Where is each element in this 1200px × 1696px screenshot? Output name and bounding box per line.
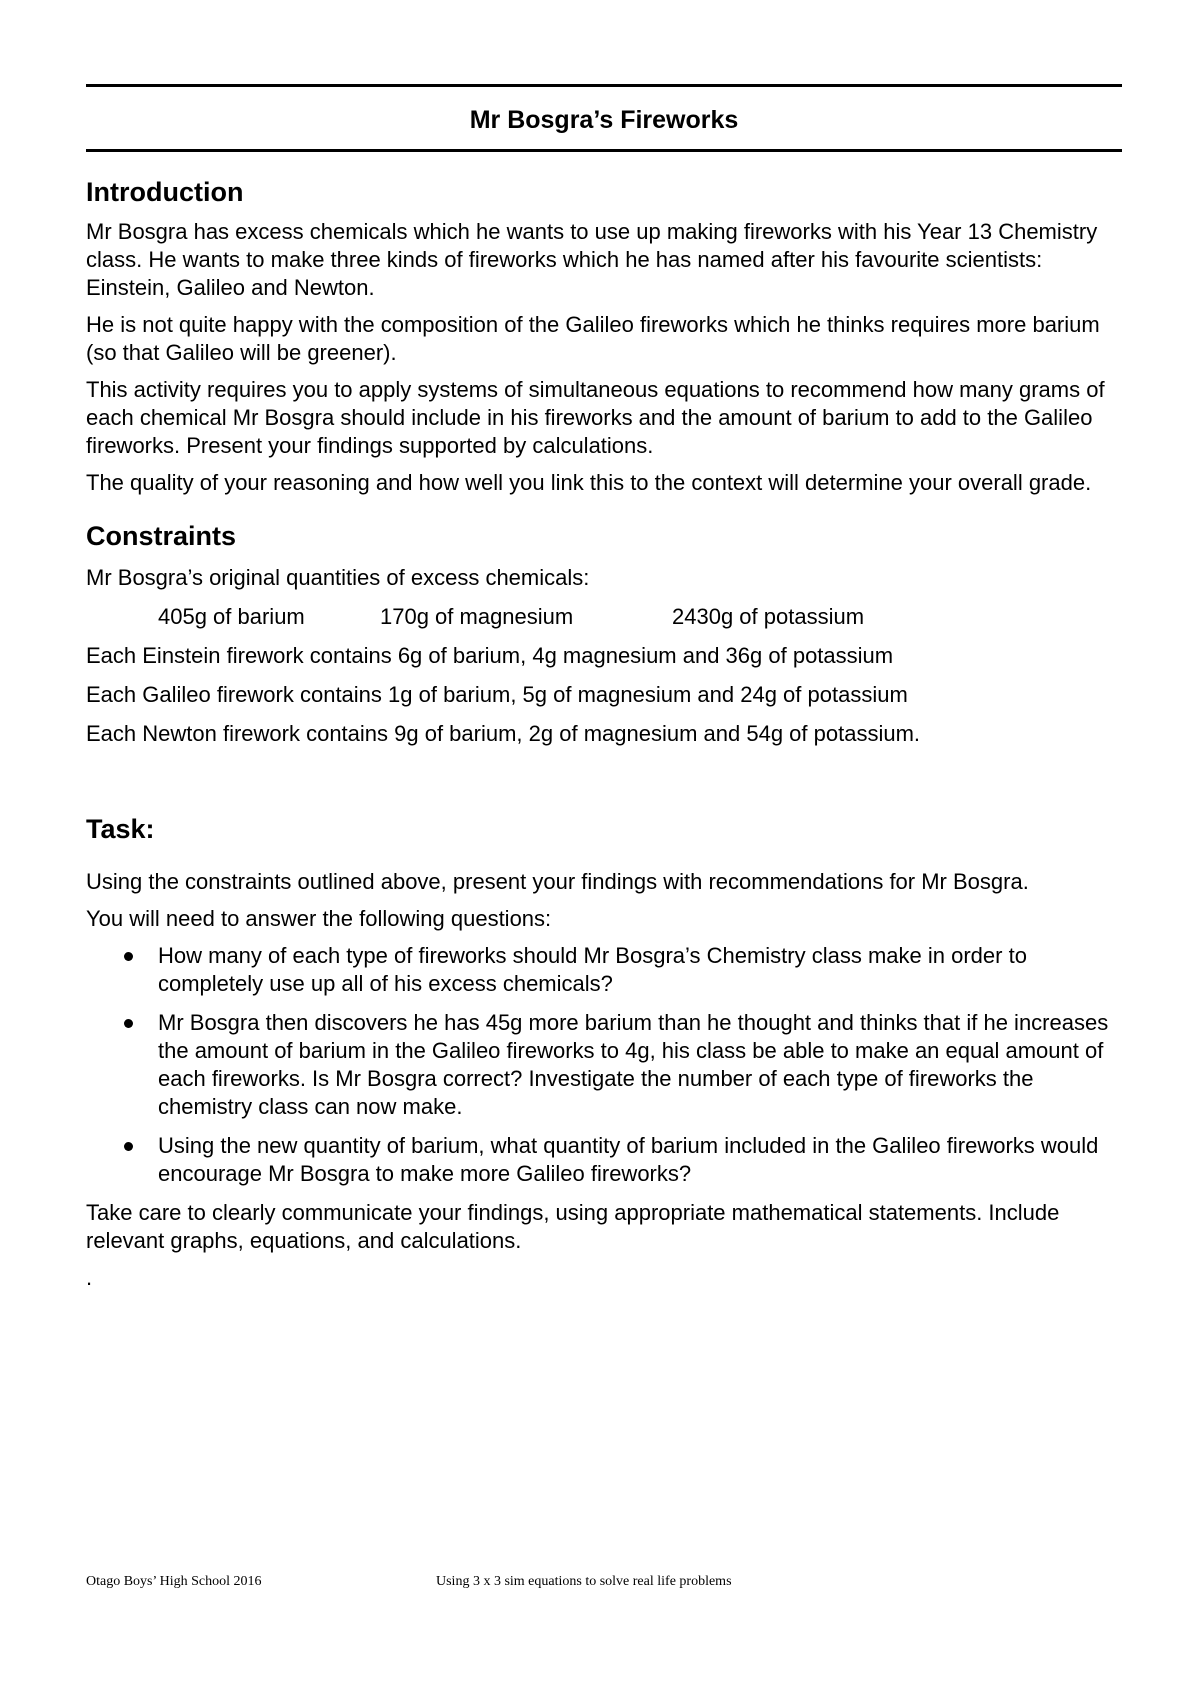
- newton-composition: Each Newton firework contains 9g of barium, 2g of magnesium and 54g of potassium.: [86, 721, 921, 746]
- task-intro: Using the constraints outlined above, present your findings with recommendations for Mr Bosgra.: [86, 869, 1029, 894]
- intro-paragraph: This activity requires you to apply systems of simultaneous equations to recommend how many grams of each chemical Mr Bosgra should include in his fireworks and the amount of barium to add to the Galileo fireworks. Present your findings supported by calculations.: [86, 377, 1105, 458]
- closing-paragraph: Take care to clearly communicate your findings, using appropriate mathematical statements. Include relevant graphs, equations, and calculations.: [86, 1200, 1060, 1253]
- top-rule: [86, 84, 1122, 87]
- introduction-heading: Introduction: [86, 177, 244, 207]
- intro-paragraph: Mr Bosgra has excess chemicals which he wants to use up making fireworks with his Year 13 Chemistry class. He wants to make three kinds of fireworks which he has named after his favourite scientists: Einstein, Galileo and Newton.: [86, 219, 1098, 300]
- constraints-heading: Constraints: [86, 521, 237, 551]
- galileo-composition: Each Galileo firework contains 1g of barium, 5g of magnesium and 24g of potassium: [86, 682, 908, 707]
- barium-quantity: 405g of barium: [158, 604, 305, 629]
- bullet-icon: [124, 952, 133, 961]
- list-item: [86, 1132, 1122, 1188]
- potassium-quantity: 2430g of potassium: [672, 604, 865, 629]
- bullet-icon: [124, 1142, 133, 1151]
- quantities-row: [86, 603, 1122, 631]
- list-item: [86, 942, 1122, 998]
- intro-paragraph: The quality of your reasoning and how well you link this to the context will determine your overall grade.: [86, 470, 1092, 495]
- document-page: [86, 84, 1122, 1292]
- einstein-composition: Each Einstein firework contains 6g of barium, 4g magnesium and 36g of potassium: [86, 643, 894, 668]
- question-text: How many of each type of fireworks should Mr Bosgra’s Chemistry class make in order to completely use up all of his excess chemicals?: [158, 943, 1027, 996]
- footer-school: Otago Boys’ High School 2016: [86, 1574, 262, 1589]
- trailing-dot: .: [86, 1265, 93, 1290]
- question-text: Mr Bosgra then discovers he has 45g more barium than he thought and thinks that if he increases the amount of barium in the Galileo fireworks to 4g, his class be able to make an equal amount of each fireworks. Is Mr Bosgra correct? Investigate the number of each type of fireworks the chemistry class can now make.: [158, 1010, 1109, 1119]
- list-item: [86, 1009, 1122, 1121]
- title-rule: [86, 149, 1122, 152]
- intro-paragraph: He is not quite happy with the composition of the Galileo fireworks which he thinks requires more barium (so that Galileo will be greener).: [86, 312, 1100, 365]
- question-text: Using the new quantity of barium, what quantity of barium included in the Galileo fireworks would encourage Mr Bosgra to make more Galileo fireworks?: [158, 1133, 1099, 1186]
- footer-topic: Using 3 x 3 sim equations to solve real life problems: [436, 1574, 732, 1589]
- bullet-icon: [124, 1019, 133, 1028]
- task-heading: Task:: [86, 814, 155, 844]
- questions-list: [86, 942, 1122, 1188]
- questions-intro: You will need to answer the following questions:: [86, 906, 552, 931]
- magnesium-quantity: 170g of magnesium: [380, 604, 574, 629]
- document-title: Mr Bosgra’s Fireworks: [469, 106, 739, 134]
- constraints-intro: Mr Bosgra’s original quantities of excess chemicals:: [86, 565, 590, 590]
